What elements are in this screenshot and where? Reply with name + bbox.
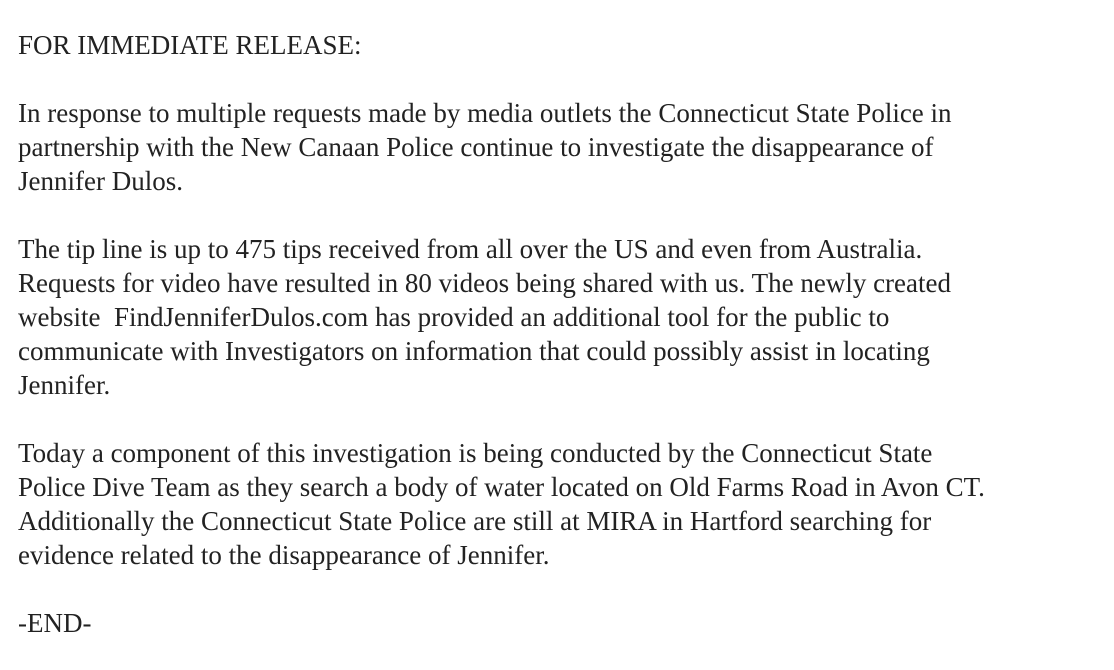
text-line: communicate with Investigators on information that could possibly assist in locating: [18, 336, 930, 366]
text-line: partnership with the New Canaan Police continue to investigate the disappearance of: [18, 132, 934, 162]
text-line: The tip line is up to 475 tips received from all over the US and even from Australia.: [18, 234, 923, 264]
text-line: Additionally the Connecticut State Police are still at MIRA in Hartford searching for: [18, 506, 932, 536]
text-line: Today a component of this investigation is being conducted by the Connecticut State: [18, 438, 933, 468]
text-line: Jennifer Dulos.: [18, 166, 183, 196]
paragraph-dive-team-search: [18, 436, 1108, 572]
text-line: evidence related to the disappearance of Jennifer.: [18, 540, 550, 570]
text-line: Jennifer.: [18, 370, 111, 400]
paragraph-tip-line: [18, 232, 1108, 402]
text-line: website FindJenniferDulos.com has provided an additional tool for the public to: [18, 302, 890, 332]
text-line: In response to multiple requests made by media outlets the Connecticut State Police in: [18, 98, 952, 128]
press-release-document: [18, 28, 1108, 640]
release-heading: FOR IMMEDIATE RELEASE:: [18, 30, 362, 60]
end-marker: -END-: [18, 608, 92, 638]
text-line: Police Dive Team as they search a body of water located on Old Farms Road in Avon CT.: [18, 472, 985, 502]
text-line: Requests for video have resulted in 80 videos being shared with us. The newly created: [18, 268, 952, 298]
paragraph-investigation-intro: [18, 96, 1108, 198]
